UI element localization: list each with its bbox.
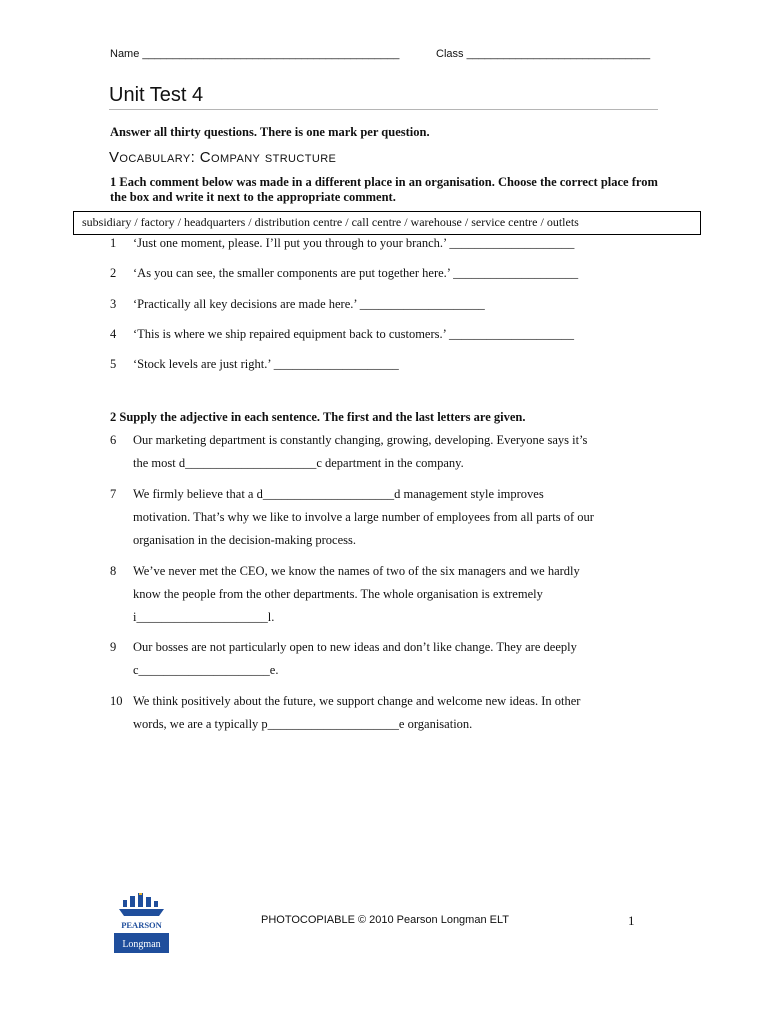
question-text: ‘This is where we ship repaired equipment back to customers.’ ____________________	[133, 327, 574, 341]
question-number: 9	[110, 640, 117, 654]
question-text-line: organisation in the decision-making process.	[133, 533, 356, 547]
test-instructions: Answer all thirty questions. There is one mark per question.	[110, 125, 430, 139]
question-number: 10	[110, 694, 123, 708]
task-1-instruction: 1 Each comment below was made in a different place in an organisation. Choose the correct place from the box and write it next to the appropriate comment.	[110, 175, 658, 204]
question-text: ‘Just one moment, please. I’ll put you through to your branch.’ ____________________	[133, 236, 575, 250]
question-text-line: words, we are a typically p_____________________e organisation.	[133, 717, 473, 731]
pearson-longman-logo	[113, 893, 170, 955]
question-text: ‘Stock levels are just right.’ ____________________	[133, 357, 399, 371]
name-blank: __________________________________________	[142, 48, 400, 60]
question-text-line: know the people from the other departments. The whole organisation is extremely	[133, 587, 543, 601]
question-text: Our bosses are not particularly open to new ideas and don’t like change. They are deeply	[133, 640, 577, 654]
footer-copyright: PHOTOCOPIABLE © 2010 Pearson Longman ELT	[261, 914, 509, 926]
question-number: 3	[110, 297, 117, 311]
logo-bottom-text: Longman	[122, 939, 161, 950]
question-text: ‘As you can see, the smaller components are put together here.’ ____________________	[133, 266, 579, 280]
logo-top-text: PEARSON	[121, 920, 162, 930]
section-heading: Vocabulary: Company structure	[109, 149, 337, 166]
word-box: subsidiary / factory / headquarters / distribution centre / call centre / warehouse / service centre / outlets	[73, 211, 701, 235]
question-number: 7	[110, 487, 117, 501]
question-text: We firmly believe that a d_____________________d management style improves	[133, 487, 544, 501]
question-text: We think positively about the future, we support change and welcome new ideas. In other	[133, 694, 581, 708]
question-number: 4	[110, 327, 117, 341]
class-label: Class	[436, 48, 464, 60]
class-field	[436, 48, 650, 60]
class-blank: ______________________________	[466, 48, 651, 60]
name-field	[110, 48, 399, 60]
name-label: Name	[110, 48, 140, 60]
question-number: 5	[110, 357, 117, 371]
question-text: We’ve never met the CEO, we know the names of two of the six managers and we hardly	[133, 564, 580, 578]
question-number: 2	[110, 266, 117, 280]
title-divider	[109, 109, 658, 110]
question-text: Our marketing department is constantly changing, growing, developing. Everyone says it’s	[133, 433, 588, 447]
task-2-instruction: 2 Supply the adjective in each sentence. The first and the last letters are given.	[110, 410, 526, 424]
question-text-line: motivation. That’s why we like to involve a large number of employees from all parts of our	[133, 510, 594, 524]
question-number: 6	[110, 433, 117, 447]
page-number: 1	[628, 913, 635, 928]
ship-icon	[119, 893, 164, 916]
page-title: Unit Test 4	[109, 84, 204, 106]
question-text-line: the most d_____________________c department in the company.	[133, 456, 464, 470]
question-text: ‘Practically all key decisions are made here.’ ____________________	[133, 297, 485, 311]
question-number: 1	[110, 236, 117, 250]
question-text-line: c_____________________e.	[133, 663, 279, 677]
question-number: 8	[110, 564, 117, 578]
question-text-line: i_____________________l.	[133, 610, 275, 624]
